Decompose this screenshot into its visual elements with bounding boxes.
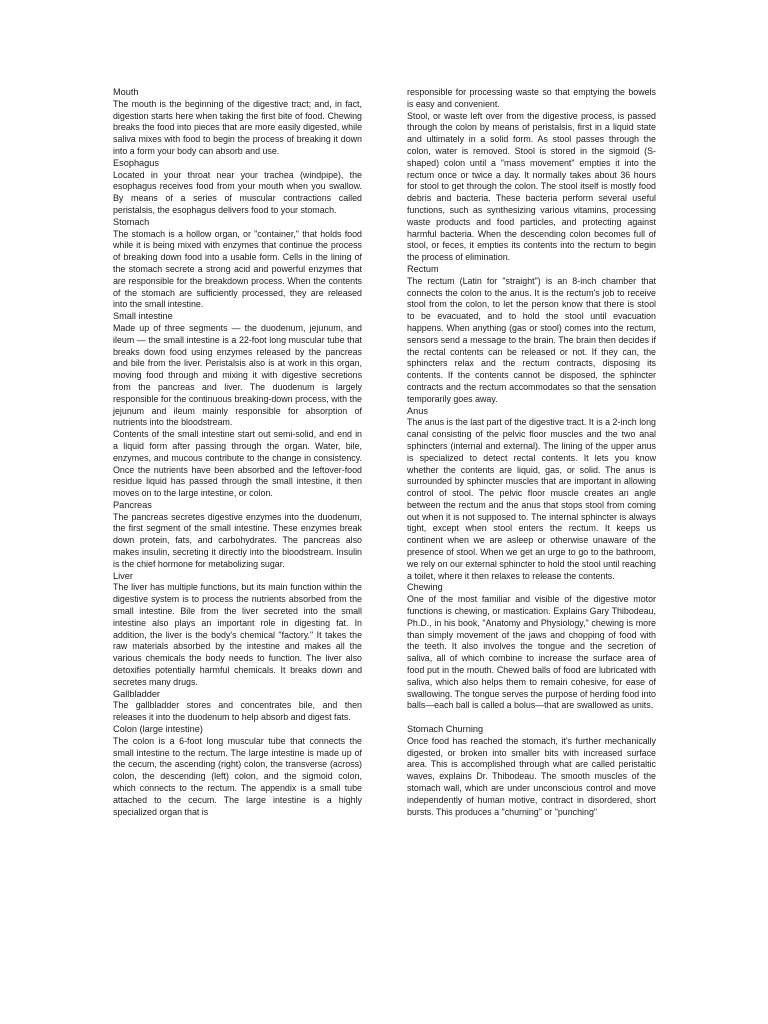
- section-heading: Small intestine: [113, 311, 173, 322]
- right-column: [407, 87, 656, 818]
- section-heading: Stomach Churning: [407, 724, 484, 735]
- section-colon-continued: [407, 87, 656, 264]
- section-heading: Liver: [113, 570, 133, 581]
- section-anus: [407, 406, 656, 583]
- section-heading: Mouth: [113, 87, 139, 97]
- section-paragraph: Made up of three segments — the duodenum, jejunum, and ileum — the small intestine is a 22-foot long muscular tube that breaks down food using enzymes released by the pancreas and bile from the liver. Peristalsis also is at work in this organ, moving food through and mixing it with digestive secretions from the pancreas and liver. The duodenum is largely responsible for the continuous breaking-down process, with the jejunum and ileum mainly responsible for absorption of nutrients into the bloodstream.: [113, 322, 362, 428]
- section-paragraph: The rectum (Latin for "straight") is an 8-inch chamber that connects the colon to the anus. It is the rectum's job to receive stool from the colon, to let the person know that there is stool to be evacuated, and to hold the stool until evacuation happens. When anything (gas or stool) comes into the rectum, sensors send a message to the brain. The brain then decides if the rectal contents can be released or not. If they can, the sphincters relax and the rectum contracts, disposing its contents. If the contents cannot be disposed, the sphincter contracts and the rectum accommodates so that the sensation temporarily goes away.: [407, 275, 656, 404]
- section-heading: Chewing: [407, 582, 443, 593]
- section-paragraph: The liver has multiple functions, but its main function within the digestive system is to process the nutrients absorbed from the small intestine. Bile from the liver secreted into the small intestine also plays an important role in digesting fat. In addition, the liver is the body's chemical "factory." It takes the raw materials absorbed by the intestine and makes all the various chemicals the body needs to function. The liver also detoxifies potentially harmful chemicals. It breaks down and secretes many drugs.: [113, 582, 362, 687]
- section-heading: Stomach: [113, 216, 150, 227]
- section-paragraph: Once food has reached the stomach, it's further mechanically digested, or broken into smaller bits with increased surface area. This is accomplished through what are called peristaltic waves, explains Dr. Thibodeau. The smooth muscles of the stomach wall, which are under unconscious control and move independently of human motive, contract in disordered, short bursts. This produces a "churning" or "punching": [407, 735, 656, 817]
- section-chewing: [407, 582, 656, 712]
- section-stomach-churning: [407, 724, 656, 818]
- section-paragraph: The anus is the last part of the digestive tract. It is a 2-inch long canal consisting of the pelvic floor muscles and the two anal sphincters (internal and external). The lining of the upper anus is specialized to detect rectal contents. It lets you know whether the contents are liquid, gas, or solid. The anus is surrounded by sphincter muscles that are important in allowing control of stool. The pelvic floor muscle creates an angle between the rectum and the anus that stops stool from coming out when it is not supposed to. The internal sphincter is always tight, except when stool enters the rectum. It keeps us continent when we are asleep or otherwise unaware of the presence of stool. When we get an urge to go to the bathroom, we rely on our external sphincter to hold the stool until reaching a toilet, where it then relaxes to release the contents.: [407, 417, 656, 581]
- section-esophagus: [113, 158, 362, 217]
- section-heading: Colon (large intestine): [113, 724, 203, 735]
- section-paragraph: Contents of the small intestine start out semi-solid, and end in a liquid form after passing through the organ. Water, bile, enzymes, and mucous contribute to the change in consistency. Once the nutrients have been absorbed and the leftover-food residue liquid has passed through the small intestine, it then moves on to the large intestine, or colon.: [113, 429, 362, 499]
- section-gallbladder: [113, 689, 362, 724]
- section-rectum: [407, 264, 656, 406]
- section-paragraph: The colon is a 6-foot long muscular tube that connects the small intestine to the rectum. The large intestine is made up of the cecum, the ascending (right) colon, the transverse (across) colon, the descending (left) colon, and the sigmoid colon, which connects to the rectum. The appendix is a small tube attached to the cecum. The large intestine is a highly specialized organ that is: [113, 735, 362, 817]
- section-paragraph: The gallbladder stores and concentrates bile, and then releases it into the duodenum to help absorb and digest fats.: [113, 700, 362, 723]
- section-heading: Rectum: [407, 263, 439, 274]
- section-paragraph: Stool, or waste left over from the digestive process, is passed through the colon by means of peristalsis, first in a liquid state and ultimately in a solid form. As stool passes through the colon, water is removed. Stool is stored in the sigmoid (S-shaped) colon until a "mass movement" empties it into the rectum once or twice a day. It normally takes about 36 hours for stool to get through the colon. The stool itself is mostly food debris and bacteria. These bacteria perform several useful functions, such as synthesizing various vitamins, processing waste products and food particles, and protecting against harmful bacteria. When the descending colon becomes full of stool, or feces, it empties its contents into the rectum to begin the process of elimination.: [407, 110, 656, 263]
- section-liver: [113, 571, 362, 689]
- section-heading: Esophagus: [113, 157, 159, 168]
- section-heading: Gallbladder: [113, 688, 160, 699]
- section-colon: [113, 724, 362, 818]
- section-paragraph: responsible for processing waste so that emptying the bowels is easy and convenient.: [407, 87, 656, 109]
- section-stomach: [113, 217, 362, 311]
- section-mouth: [113, 87, 362, 158]
- section-pancreas: [113, 500, 362, 571]
- left-column: [113, 87, 362, 818]
- section-paragraph: The mouth is the beginning of the digestive tract; and, in fact, digestion starts here when taking the first bite of food. Chewing breaks the food into pieces that are more easily digested, while saliva mixes with food to begin the process of breaking it down into a form your body can absorb and use.: [113, 98, 362, 156]
- section-heading: Anus: [407, 405, 428, 416]
- section-paragraph: One of the most familiar and visible of the digestive motor functions is chewing, or mastication. Explains Gary Thibodeau, Ph.D., in his book, "Anatomy and Physiology," chewing is more than simply movement of the jaws and chopping of food with the teeth. It also involves the tongue and the secretion of saliva, all of which combine to increase the surface area of food put in the mouth. Chewed balls of food are lubricated with saliva, which also helps them to remain cohesive, for ease of swallowing. The tongue serves the purpose of herding food into balls—each ball is called a bolus—that are swallowed as units.: [407, 594, 656, 711]
- section-small-intestine: [113, 311, 362, 500]
- section-paragraph: The pancreas secretes digestive enzymes into the duodenum, the first segment of the small intestine. These enzymes break down protein, fats, and carbohydrates. The pancreas also makes insulin, secreting it directly into the bloodstream. Insulin is the chief hormone for metabolizing sugar.: [113, 511, 362, 569]
- section-heading: Pancreas: [113, 499, 152, 510]
- section-paragraph: The stomach is a hollow organ, or "container," that holds food while it is being mixed with enzymes that continue the process of breaking down food into a usable form. Cells in the lining of the stomach secrete a strong acid and powerful enzymes that are responsible for the breakdown process. When the contents of the stomach are sufficiently processed, they are released into the small intestine.: [113, 228, 362, 310]
- section-paragraph: Located in your throat near your trachea (windpipe), the esophagus receives food from your mouth when you swallow. By means of a series of muscular contractions called peristalsis, the esophagus delivers food to your stomach.: [113, 169, 362, 215]
